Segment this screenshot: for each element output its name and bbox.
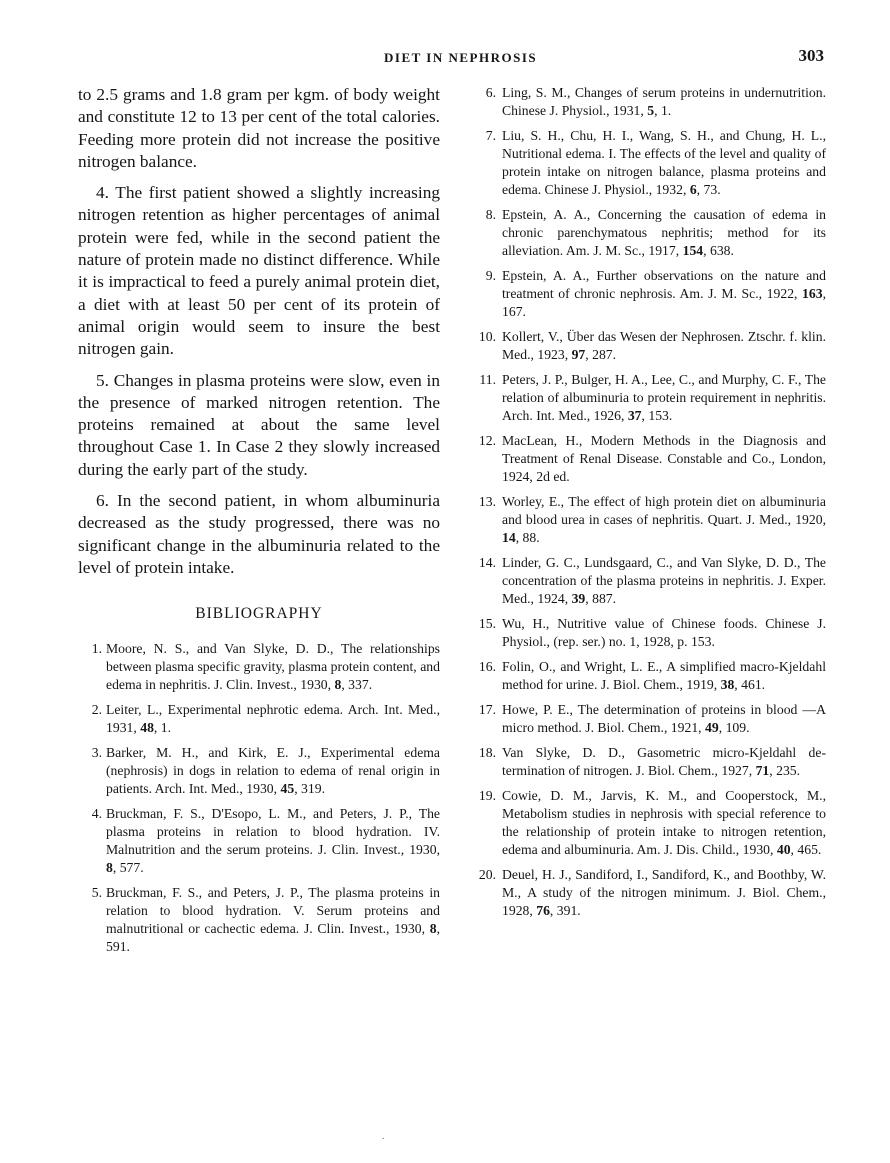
reference-item: 18. Van Slyke, D. D., Gasometric micro-Kjeldahl determination of nitrogen. J. Biol. Chem., 1927, 71, 235. [470,744,826,780]
reference-volume: 76 [536,903,550,918]
reference-number: 1. [91,641,102,657]
reference-item: 9. Epstein, A. A., Further observations on the nature and treatment of chronic nephrosis. Am. J. M. Sc., 1922, 163, 167. [470,267,826,321]
reference-pages: 1. [160,720,172,736]
page-number: 303 [798,46,824,65]
reference-item: 11. Peters, J. P., Bulger, H. A., Lee, C., and Murphy, C. F., The relation of albuminuria to protein requirement in nephritis. Arch. Int. Med., 1926, 37, 153. [470,371,826,425]
reference-volume: 45 [280,781,295,797]
reference-item: 4. Bruckman, F. S., D'Esopo, L. M., and Peters, J. P., The plasma proteins in relation to blood hydration. IV. Malnutrition and the serum proteins. J. Clin. Invest., 1930, 8, 577. [78,805,440,877]
left-column [78,84,440,963]
reference-item: 19. Cowie, D. M., Jarvis, K. M., and Cooperstock, M., Metabolism studies in nephrosis with special reference to the relationship of protein intake to nitrogen retention, edema and albuminuria. Am. J. Dis. Child., 1930, 40, 465. [470,787,826,859]
reference-text: Epstein, A. A., Concerning the causation of edema in chronic parenchymatous nephritis; method for its alleviation. Am. J. M. Sc., 1917, [502,207,826,258]
reference-item: 1. Moore, N. S., and Van Slyke, D. D., The relationships between plasma specific gravity, plasma protein content, and edema in nephritis. J. Clin. Invest., 1930, 8, 337. [78,640,440,694]
reference-volume: 8 [334,677,342,693]
reference-number: 20. [478,867,496,882]
reference-volume: 49 [705,720,719,735]
reference-pages: 591. [106,939,130,955]
reference-item: 13. Worley, E., The effect of high protein diet on albuminuria and blood urea in cases of nephritis. Quart. J. Med., 1920, 14, 88. [470,493,826,547]
reference-text: Leiter, L., Experimental nephrotic edema. Arch. Int. Med., 1931, [106,702,440,736]
reference-number: 2. [91,702,102,718]
reference-item: 16. Folin, O., and Wright, L. E., A simplified macro-Kjeldahl method for urine. J. Biol. Chem., 1919, 38, 461. [470,658,826,694]
reference-pages: 73. [703,182,721,197]
footer-mark: . [382,1131,385,1142]
reference-text: MacLean, H., Modern Methods in the Diagnosis and Treatment of Renal Disease. Constable and Co., London, 1924, 2d ed. [502,433,826,484]
reference-number: 15. [478,616,496,631]
reference-text: Barker, M. H., and Kirk, E. J., Experimental edema (nephrosis) in dogs in relation to edema of renal origin in patients. Arch. Int. Med., 1930, [106,745,440,797]
reference-text: Cowie, D. M., Jarvis, K. M., and Cooperstock, M., Metabolism studies in nephrosis with special reference to the relationship of protein intake to nitrogen retention, edema and albuminuria. Am. J. Dis. Child., 1930, [502,788,826,857]
reference-item: 8. Epstein, A. A., Concerning the causation of edema in chronic parenchymatous nephritis; method for its alleviation. Am. J. M. Sc., 1917, 154, 638. [470,206,826,260]
reference-number: 3. [91,745,102,761]
reference-item: 14. Linder, G. C., Lundsgaard, C., and Van Slyke, D. D., The concentration of the plasma proteins in nephritis. J. Exper. Med., 1924, 39, 887. [470,554,826,608]
reference-item: 10. Kollert, V., Über das Wesen der Nephrosen. Ztschr. f. klin. Med., 1923, 97, 287. [470,328,826,364]
reference-volume: 39 [571,591,586,606]
reference-text: Bruckman, F. S., and Peters, J. P., The plasma proteins in relation to blood hydration. V. Serum proteins and malnutritional or cachectic edema. J. Clin. Invest., 1930, [106,885,440,937]
reference-pages: 461. [741,677,766,692]
reference-text: Wu, H., Nutritive value of Chinese foods. Chinese J. Physiol., (rep. ser.) no. 1, 1928, p. 153. [502,616,826,649]
reference-number: 6. [485,85,496,100]
reference-number: 10. [478,329,496,344]
reference-item: 6. Ling, S. M., Changes of serum proteins in undernutrition. Chinese J. Physiol., 1931, 5, 1. [470,84,826,120]
reference-number: 19. [478,788,496,803]
reference-text: Ling, S. M., Changes of serum proteins in undernutrition. Chinese J. Physiol., 1931, [502,85,826,118]
reference-volume: 163 [802,286,823,301]
bibliography-list-right [470,84,826,920]
reference-text: Liu, S. H., Chu, H. I., Wang, S. H., and Chung, H. L., Nutritional edema. I. The effects of the level and quality of protein intake on nitrogen balance, plasma proteins and edema. Chinese J. Physiol., 1932, [502,128,826,197]
reference-number: 18. [478,745,496,760]
reference-item: 17. Howe, P. E., The determination of proteins in blood —A micro method. J. Biol. Chem., 1921, 49, 109. [470,701,826,737]
reference-number: 8. [485,207,496,222]
reference-text: Bruckman, F. S., D'Esopo, L. M., and Peters, J. P., The plasma proteins in relation to blood hydration. IV. Malnutrition and the serum proteins. J. Clin. Invest., 1930, [106,806,440,858]
reference-pages: 88. [522,530,540,545]
reference-number: 9. [485,268,496,283]
reference-item: 20. Deuel, H. J., Sandiford, I., Sandiford, K., and Boothby, W. M., A study of the nitrogen minimum. J. Biol. Chem., 1928, 76, 391. [470,866,826,920]
reference-text: Worley, E., The effect of high protein diet on albuminuria and blood urea in cases of nephritis. Quart. J. Med., 1920, [502,494,826,527]
reference-item: 5. Bruckman, F. S., and Peters, J. P., The plasma proteins in relation to blood hydration. V. Serum proteins and malnutritional or cachectic edema. J. Clin. Invest., 1930, 8, 591. [78,884,440,956]
reference-item [470,615,826,651]
reference-number: 14. [478,555,496,570]
reference-item: 3. Barker, M. H., and Kirk, E. J., Experimental edema (nephrosis) in dogs in relation to edema of renal origin in patients. Arch. Int. Med., 1930, 45, 319. [78,744,440,798]
reference-number: 16. [478,659,496,674]
reference-text: Howe, P. E., The determination of proteins in blood —A micro method. J. Biol. Chem., 1921, [502,702,826,735]
body-paragraph-continued: to 2.5 grams and 1.8 gram per kgm. of body weight and constitute 12 to 13 per cent of the total calories. Feeding more protein did not increase the positive nitrogen balance. [78,85,440,171]
right-column [470,84,826,927]
bibliography-list-left [78,640,440,956]
body-paragraph-4: 4. The first patient showed a slightly increasing nitrogen retention as higher percentages of animal protein were fed, while in the second patient the nature of protein made no distinct difference. While it is impractical to feed a purely animal protein diet, a diet with at least 50 per cent of its protein of animal origin would seem to insure the best nitrogen gain. [78,183,440,359]
reference-text: Van Slyke, D. D., Gasometric micro-Kjeldahl determination of nitrogen. J. Biol. Chem., 1927, [502,745,826,778]
reference-pages: 465. [797,842,822,857]
reference-pages: 167. [502,304,526,319]
reference-number: 13. [478,494,496,509]
reference-pages: 391. [556,903,581,918]
reference-volume: 14 [502,530,516,545]
reference-pages: 235. [776,763,801,778]
reference-text: Peters, J. P., Bulger, H. A., Lee, C., and Murphy, C. F., The relation of albuminuria to protein requirement in nephritis. Arch. Int. Med., 1926, [502,372,826,423]
reference-pages: 638. [709,243,734,258]
reference-pages: 887. [592,591,617,606]
reference-item: 7. Liu, S. H., Chu, H. I., Wang, S. H., and Chung, H. L., Nutritional edema. I. The effects of the level and quality of protein intake on nitrogen balance, plasma proteins and edema. Chinese J. Physiol., 1932, 6, 73. [470,127,826,199]
reference-text: Folin, O., and Wright, L. E., A simplified macro-Kjeldahl method for urine. J. Biol. Chem., 1919, [502,659,826,692]
reference-item [470,432,826,486]
reference-pages: 153. [648,408,673,423]
reference-text: Deuel, H. J., Sandiford, I., Sandiford, K., and Boothby, W. M., A study of the nitrogen minimum. J. Biol. Chem., 1928, [502,867,826,918]
reference-number: 7. [485,128,496,143]
reference-volume: 5 [647,103,655,118]
reference-text: Kollert, V., Über das Wesen der Nephrosen. Ztschr. f. klin. Med., 1923, [502,329,826,362]
reference-volume: 97 [571,347,586,362]
reference-volume: 6 [689,182,697,197]
reference-number: 17. [478,702,496,717]
reference-volume: 38 [720,677,735,692]
reference-volume: 8 [106,860,113,876]
running-head: DIET IN NEPHROSIS [384,50,538,65]
reference-text: Epstein, A. A., Further observations on the nature and treatment of chronic nephrosis. Am. J. M. Sc., 1922, [502,268,826,301]
reference-item: 2. Leiter, L., Experimental nephrotic edema. Arch. Int. Med., 1931, 48, 1. [78,701,440,737]
reference-number: 4. [91,806,102,822]
body-paragraph-6: 6. In the second patient, in whom albuminuria decreased as the study progressed, there was no significant change in the albuminuria related to the level of protein intake. [78,491,440,577]
reference-pages: 319. [301,781,325,797]
reference-text: Linder, G. C., Lundsgaard, C., and Van Slyke, D. D., The concentration of the plasma proteins in nephritis. J. Exper. Med., 1924, [502,555,826,606]
reference-volume: 71 [755,763,770,778]
reference-pages: 577. [119,860,144,876]
reference-pages: 109. [725,720,750,735]
reference-pages: 1. [660,103,672,118]
bibliography-heading: BIBLIOGRAPHY [195,605,323,623]
reference-pages: 337. [348,677,373,693]
reference-volume: 40 [776,842,791,857]
reference-volume: 8 [429,921,437,937]
reference-volume: 37 [627,408,642,423]
reference-number: 12. [478,433,496,448]
reference-pages: 287. [592,347,617,362]
reference-number: 11. [479,372,496,387]
body-paragraph-5: 5. Changes in plasma proteins were slow, even in the presence of marked nitrogen retention. The proteins remained at about the same level throughout Case 1. In Case 2 they slowly increased during the early part of the study. [78,370,440,479]
reference-volume: 48 [140,720,154,736]
reference-volume: 154 [682,243,704,258]
reference-text: Moore, N. S., and Van Slyke, D. D., The relationships between plasma specific gravity, plasma protein content, and edema in nephritis. J. Clin. Invest., 1930, [106,641,440,693]
reference-number: 5. [91,885,102,901]
